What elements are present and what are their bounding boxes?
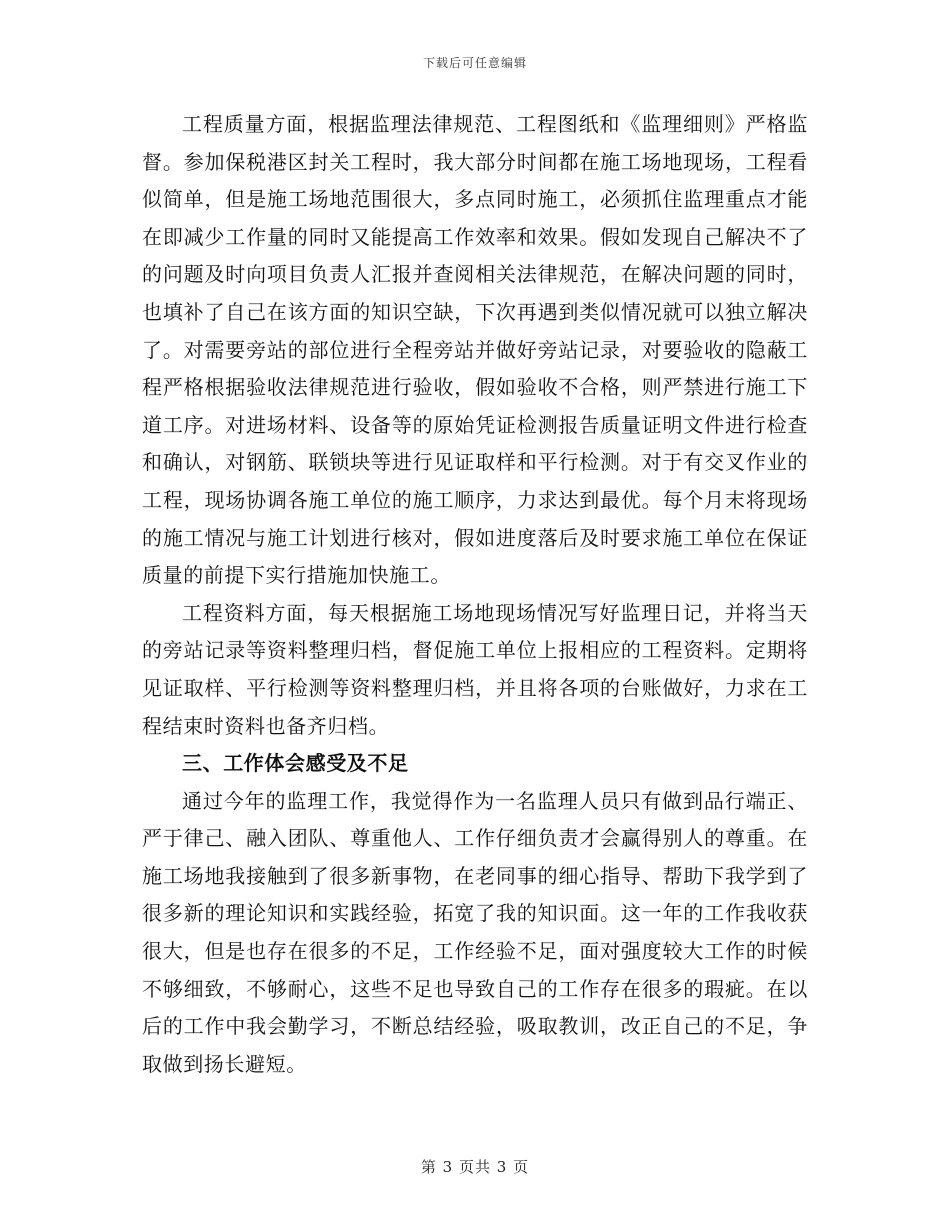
paragraph-reflection: 通过今年的监理工作，我觉得作为一名监理人员只有做到品行端正、严于律己、融入团队、尊重他人、工作仔细负责才会赢得别人的尊重。在施工场地我接触到了很多新事物，在老同事的细心指导、帮助下我学到了很多新的理论知识和实践经验，拓宽了我的知识面。这一年的工作我收获很大，但是也存在很多的不足，工作经验不足，面对强度较大工作的时候不够细致，不够耐心，这些不足也导致自己的工作存在很多的瑕疵。在以后的工作中我会勤学习，不断总结经验，吸取教训，改正自己的不足，争取做到扬长避短。 [142,788,808,1076]
section-heading-reflection: 三、工作体会感受及不足 [182,751,409,776]
page-footer-number: 第 3 页共 3 页 [420,1158,530,1176]
paragraph-engineering-documents: 工程资料方面，每天根据施工场地现场情况写好监理日记，并将当天的旁站记录等资料整理归档，督促施工单位上报相应的工程资料。定期将见证取样、平行检测等资料整理归档，并且将各项的台账做好，力求在工程结束时资料也备齐归档。 [142,600,808,738]
page-header: 下载后可任意编辑 [422,56,527,70]
document-body [142,106,808,1083]
paragraph-engineering-quality: 工程质量方面，根据监理法律规范、工程图纸和《监理细则》严格监督。参加保税港区封关工程时，我大部分时间都在施工场地现场，工程看似简单，但是施工场地范围很大，多点同时施工，必须抓住监理重点才能在即减少工作量的同时又能提高工作效率和效果。假如发现自己解决不了的问题及时向项目负责人汇报并查阅相关法律规范，在解决问题的同时，也填补了自己在该方面的知识空缺，下次再遇到类似情况就可以独立解决了。对需要旁站的部位进行全程旁站并做好旁站记录，对要验收的隐蔽工程严格根据验收法律规范进行验收，假如验收不合格，则严禁进行施工下道工序。对进场材料、设备等的原始凭证检测报告质量证明文件进行检查和确认，对钢筋、联锁块等进行见证取样和平行检测。对于有交叉作业的工程，现场协调各施工单位的施工顺序，力求达到最优。每个月末将现场的施工情况与施工计划进行核对，假如进度落后及时要求施工单位在保证质量的前提下实行措施加快施工。 [142,112,808,588]
